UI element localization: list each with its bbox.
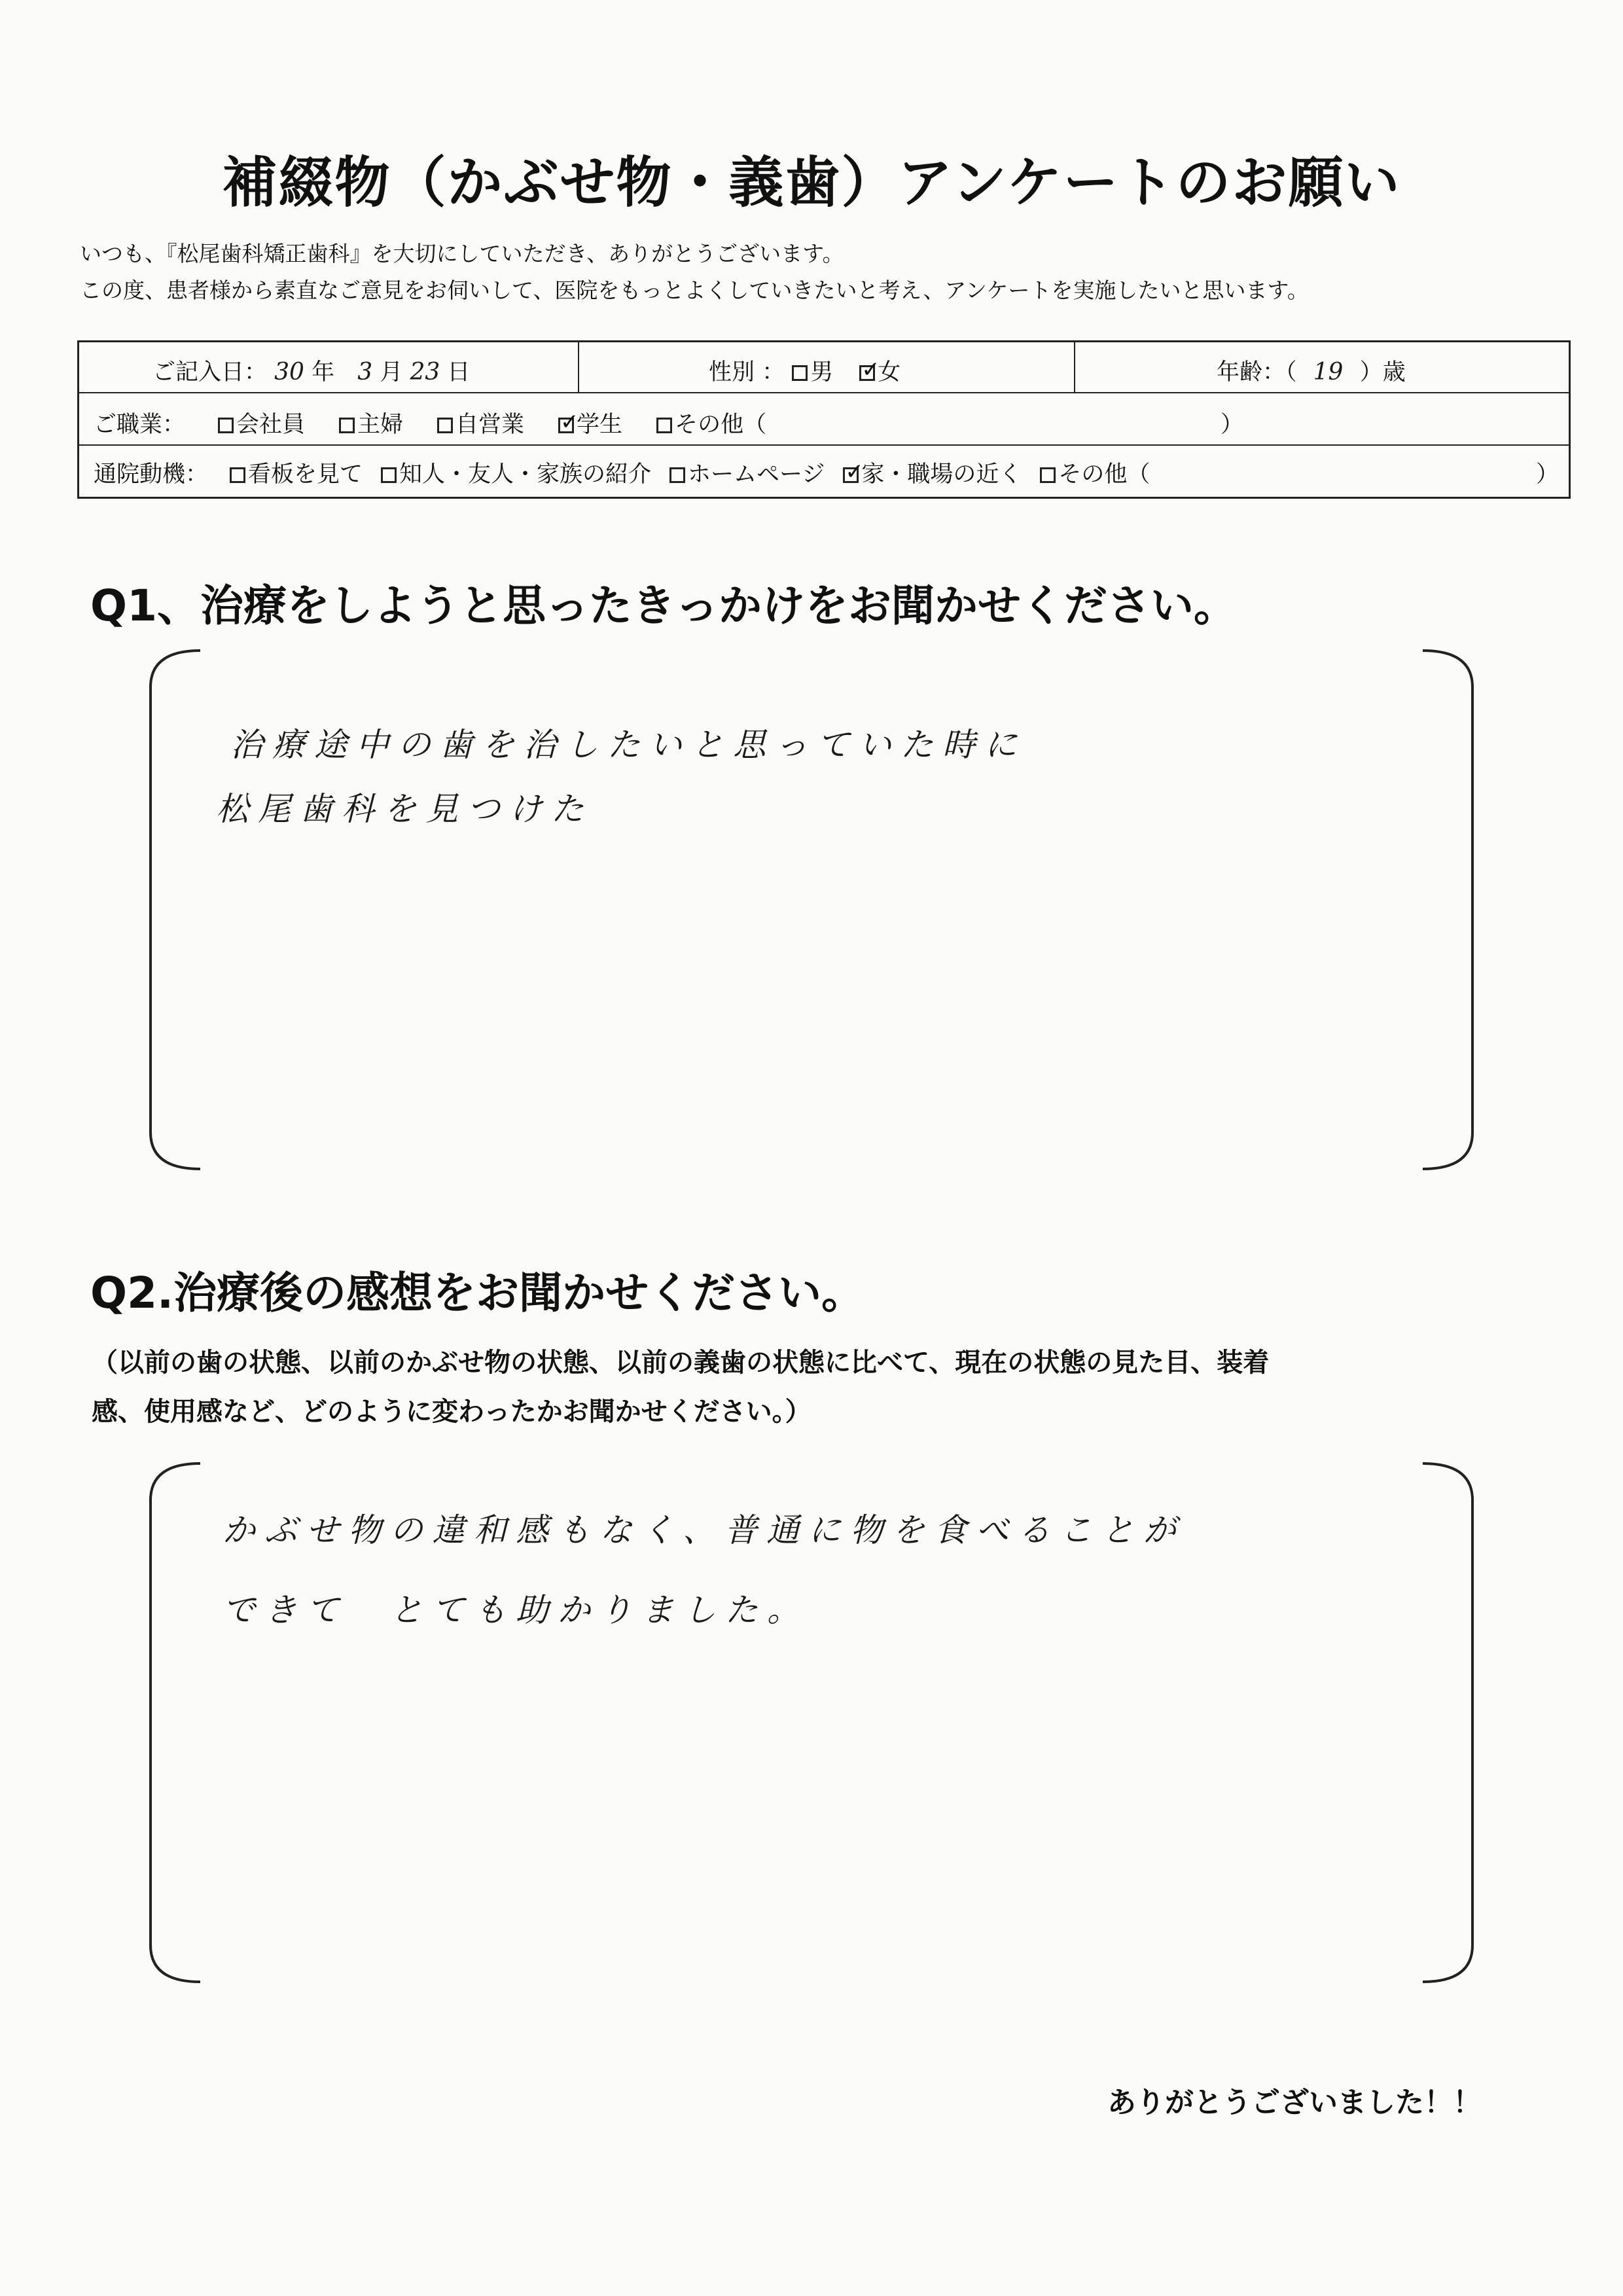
closing-thanks: ありがとうございました！！ xyxy=(1107,2086,1482,2119)
question-2: Q2.治療後の感想をお聞かせください。 xyxy=(90,1268,865,1318)
gender-options xyxy=(792,359,927,386)
motive-close: ） xyxy=(1536,461,1560,488)
checkbox-icon[interactable] xyxy=(1040,467,1056,483)
motive-option-label: その他（ xyxy=(1058,461,1150,488)
cell-divider xyxy=(1074,342,1075,393)
intro-line-2: この度、患者様から素直なご意見をお伺いして、医院をもっとよくしていきたいと考え、アンケートを実施したいと思います。 xyxy=(80,278,1309,303)
motive-option[interactable] xyxy=(381,461,651,488)
checked-checkbox-icon[interactable] xyxy=(558,418,574,433)
gender-option[interactable] xyxy=(792,359,833,386)
date-day-value: 23 xyxy=(410,359,440,386)
occupation-option-label: 会社員 xyxy=(236,412,306,438)
page-title: 補綴物（かぶせ物・義歯）アンケートのお願い xyxy=(222,151,1401,215)
occupation-option[interactable] xyxy=(656,412,766,438)
answer-1-left-bracket xyxy=(145,648,204,1172)
answer-1-line-2: 松尾歯科を見つけた xyxy=(216,790,593,828)
motive-option-label: 看板を見て xyxy=(248,461,363,488)
gender-option[interactable] xyxy=(859,359,901,386)
age-field[interactable] xyxy=(1217,354,1406,387)
occupation-option-label: 主婦 xyxy=(357,412,404,438)
motive-option[interactable] xyxy=(1040,461,1150,488)
motive-option[interactable] xyxy=(669,461,825,488)
occupation-option-label: 自営業 xyxy=(455,412,525,438)
answer-2-line-1: かぶせ物の違和感もなく、普通に物を食べることが xyxy=(223,1511,1185,1549)
occupation-option-label: 学生 xyxy=(577,412,623,438)
checkbox-icon[interactable] xyxy=(230,467,245,483)
question-2-note-line-2: 感、使用感など、どのように変わったかお聞かせください。） xyxy=(92,1397,812,1427)
gender-label: 性別 ： xyxy=(709,359,785,386)
year-unit: 年 xyxy=(312,359,335,386)
gender-field xyxy=(709,354,927,387)
motive-option-label: ホームページ xyxy=(688,461,825,488)
checked-checkbox-icon[interactable] xyxy=(843,467,859,483)
intro-line-1: いつも、『松尾歯科矯正歯科』を大切にしていただき、ありがとうございます。 xyxy=(80,241,844,266)
age-suffix: ）歳 xyxy=(1359,359,1406,386)
checkbox-icon[interactable] xyxy=(381,467,397,483)
checkbox-icon[interactable] xyxy=(218,418,234,433)
answer-2-left-bracket xyxy=(145,1461,204,1984)
date-label: ご記入日： xyxy=(152,359,268,386)
date-field[interactable] xyxy=(152,354,470,387)
month-unit: 月 xyxy=(380,359,403,386)
motive-option[interactable] xyxy=(843,461,1022,488)
checkbox-icon[interactable] xyxy=(656,418,672,433)
info-row-occupation xyxy=(79,393,1569,446)
question-1: Q1、治療をしようと思ったきっかけをお聞かせください。 xyxy=(90,581,1238,631)
gender-option-label: 女 xyxy=(878,359,901,386)
occupation-option[interactable] xyxy=(218,412,305,438)
info-row-motive xyxy=(79,446,1569,497)
occupation-close: ） xyxy=(1221,412,1244,438)
answer-1-line-1: 治療途中の歯を治したいと思っていた時に xyxy=(230,726,1026,764)
motive-label: 通院動機： xyxy=(94,461,209,488)
occupation-option[interactable] xyxy=(437,412,524,438)
checkbox-icon[interactable] xyxy=(669,467,685,483)
motive-option-label: 知人・友人・家族の紹介 xyxy=(399,461,652,488)
cell-divider xyxy=(578,342,579,393)
date-year-value: 30 xyxy=(274,359,304,386)
age-label: 年齢：（ xyxy=(1217,359,1297,386)
motive-option-label: 家・職場の近く xyxy=(861,461,1022,488)
question-2-note-line-1: （以前の歯の状態、以前のかぶせ物の状態、以前の義歯の状態に比べて、現在の状態の見た目、装着 xyxy=(92,1348,1270,1378)
occupation-option[interactable] xyxy=(558,412,622,438)
occupation-options xyxy=(218,406,800,439)
checkbox-icon[interactable] xyxy=(792,365,808,381)
answer-2-right-bracket xyxy=(1419,1461,1478,1984)
gender-option-label: 男 xyxy=(810,359,834,386)
checked-checkbox-icon[interactable] xyxy=(859,365,875,381)
info-row-date-gender-age xyxy=(79,342,1569,393)
answer-2-line-2: できて とても助かりました。 xyxy=(223,1591,809,1629)
age-value: 19 xyxy=(1313,359,1344,386)
motive-option[interactable] xyxy=(230,461,363,488)
occupation-option-label: その他（ xyxy=(675,412,767,438)
patient-info-table xyxy=(77,340,1571,499)
day-unit: 日 xyxy=(447,359,471,386)
checkbox-icon[interactable] xyxy=(437,418,453,433)
occupation-label: ご職業： xyxy=(94,412,186,438)
answer-1-right-bracket xyxy=(1419,648,1478,1172)
date-month-value: 3 xyxy=(357,359,373,386)
checkbox-icon[interactable] xyxy=(339,418,355,433)
occupation-option[interactable] xyxy=(339,412,403,438)
motive-options xyxy=(230,456,1168,489)
